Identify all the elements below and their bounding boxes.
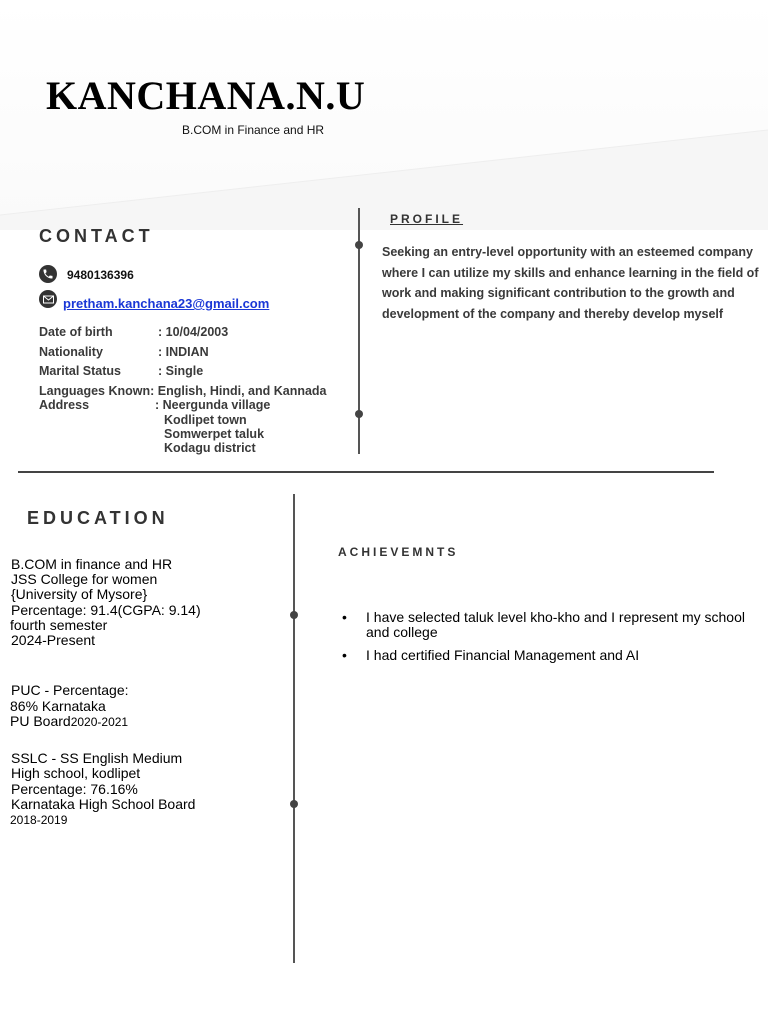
languages-known: Languages Known: English, Hindi, and Kannada	[39, 384, 327, 398]
candidate-degree: B.COM in Finance and HR	[182, 123, 325, 137]
profile-summary: Seeking an entry-level opportunity with an esteemed company where I can utilize my skills and enhance learning in the field of work and making significant contribution to the growth and development of the company and thereby develop myself	[382, 245, 759, 321]
phone-number: 9480136396	[67, 268, 134, 282]
phone-icon	[39, 265, 57, 283]
edu-sslc-line: SSLC - SS English Medium	[11, 750, 183, 766]
bullet-icon: •	[342, 647, 347, 663]
address-line: Kodagu district	[164, 441, 256, 455]
mail-icon	[39, 290, 57, 308]
list-item	[340, 648, 760, 663]
edu-bcom-line: JSS College for women	[11, 571, 158, 587]
edu-puc-year: 2020-2021	[70, 715, 129, 729]
education-title: EDUCATION	[27, 508, 169, 528]
dob-label: Date of birth	[39, 325, 113, 339]
bottom-divider-line	[293, 494, 295, 963]
divider-dot	[290, 800, 298, 808]
marital-value: : Single	[158, 364, 204, 378]
bullet-icon: •	[342, 609, 347, 625]
edu-bcom-line: 2024-Present	[11, 632, 96, 648]
divider-dot	[355, 410, 363, 418]
achievement-text: I had certified Financial Management and AI	[366, 647, 640, 663]
edu-sslc-line: 2018-2019	[10, 813, 68, 827]
edu-puc-line: PUC - Percentage:	[11, 682, 129, 698]
nationality-label: Nationality	[39, 345, 103, 359]
edu-bcom-line: {University of Mysore}	[11, 586, 148, 602]
contact-title: CONTACT	[39, 226, 154, 246]
address-line: Kodlipet town	[164, 413, 247, 427]
marital-label: Marital Status	[39, 364, 121, 378]
achievement-text: I have selected taluk level kho-kho and I represent my school and college	[366, 609, 745, 640]
address-line: Somwerpet taluk	[164, 427, 265, 441]
list-item	[340, 610, 760, 640]
edu-puc-line	[10, 714, 128, 731]
edu-sslc-line: High school, kodlipet	[11, 765, 141, 781]
dob-value: : 10/04/2003	[158, 325, 229, 339]
achievements-title: ACHIEVEMNTS	[338, 545, 459, 559]
candidate-name: KANCHANA.N.U	[46, 73, 366, 118]
edu-bcom-line: Percentage: 91.4(CGPA: 9.14)	[11, 602, 201, 618]
address-label: Address	[39, 398, 90, 412]
edu-sslc-line: Karnataka High School Board	[11, 796, 196, 812]
address-line: : Neergunda village	[155, 398, 271, 412]
divider-dot	[355, 241, 363, 249]
edu-bcom-line: B.COM in finance and HR	[11, 556, 173, 572]
section-divider	[18, 471, 714, 473]
profile-title: PROFILE	[390, 212, 464, 226]
achievements-list	[340, 610, 760, 671]
edu-bcom-line: fourth semester	[10, 617, 108, 633]
nationality-value: : INDIAN	[158, 345, 209, 359]
edu-sslc-line: Percentage: 76.16%	[11, 781, 138, 797]
email-link[interactable]: pretham.kanchana23@gmail.com	[63, 296, 270, 311]
divider-dot	[290, 611, 298, 619]
edu-puc-board: PU Board	[10, 713, 71, 729]
edu-puc-line: 86% Karnataka	[10, 698, 106, 714]
